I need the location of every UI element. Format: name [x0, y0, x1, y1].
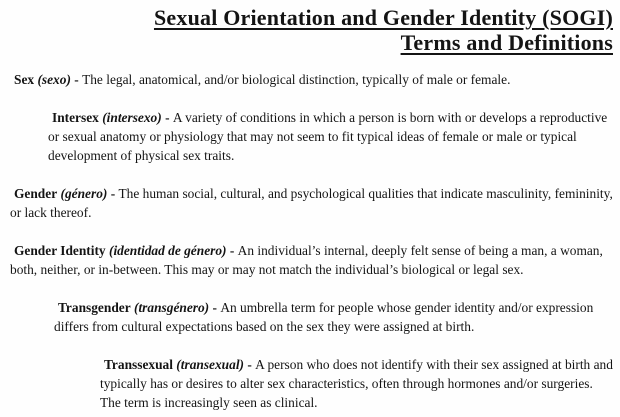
definition-gender-identity	[10, 241, 613, 279]
definition-text: An umbrella term for people whose gender identity and/or expression differs from cultural expectations based on the sex they were assigned at birth.	[54, 300, 594, 335]
definition-text: A person who does not identify with their sex assigned at birth and typically has or desires to alter sex characteristics, often through hormones and/or surgeries. The term is increasingly seen as clinical.	[100, 357, 613, 411]
term-separator: -	[244, 357, 256, 373]
term-translation: (transgénero)	[130, 300, 210, 316]
term-translation: (intersexo)	[98, 110, 162, 126]
term-separator: -	[107, 186, 119, 202]
document-title	[8, 6, 613, 55]
term-label: Gender Identity	[14, 243, 106, 259]
term-separator: -	[209, 300, 221, 316]
term-separator: -	[161, 110, 173, 126]
term-separator: -	[226, 243, 238, 259]
definition-text: The human social, cultural, and psychological qualities that indicate masculinity, femininity, or lack thereof.	[10, 186, 613, 221]
term-label: Transsexual	[104, 357, 173, 373]
term-translation: (género)	[57, 186, 108, 202]
term-label: Transgender	[58, 300, 131, 316]
term-translation: (sexo)	[34, 72, 71, 88]
definition-transgender	[54, 298, 615, 336]
definition-gender	[10, 184, 613, 222]
definition-intersex	[48, 108, 614, 165]
definition-text: The legal, anatomical, and/or biological distinction, typically of male or female.	[82, 72, 511, 88]
term-label: Sex	[14, 72, 35, 88]
document-title-line2: Terms and Definitions	[400, 29, 613, 55]
term-label: Intersex	[52, 110, 99, 126]
definition-text: A variety of conditions in which a person is born with or develops a reproductive or sexual anatomy or physiology that may not seem to fit typical ideas of female or male or typical development of physical sex traits.	[48, 110, 608, 164]
definition-text: An individual’s internal, deeply felt sense of being a man, a woman, both, neither, or in-between. This may or may not match the individual’s biological or legal sex.	[10, 243, 603, 278]
definition-transsexual	[100, 355, 613, 412]
term-label: Gender	[14, 186, 58, 202]
document-title-line1: Sexual Orientation and Gender Identity (SOGI)	[153, 5, 613, 30]
term-translation: (identidad de género)	[105, 243, 227, 259]
term-separator: -	[70, 72, 83, 88]
definition-sex	[10, 70, 613, 89]
term-translation: (transexual)	[172, 357, 245, 373]
